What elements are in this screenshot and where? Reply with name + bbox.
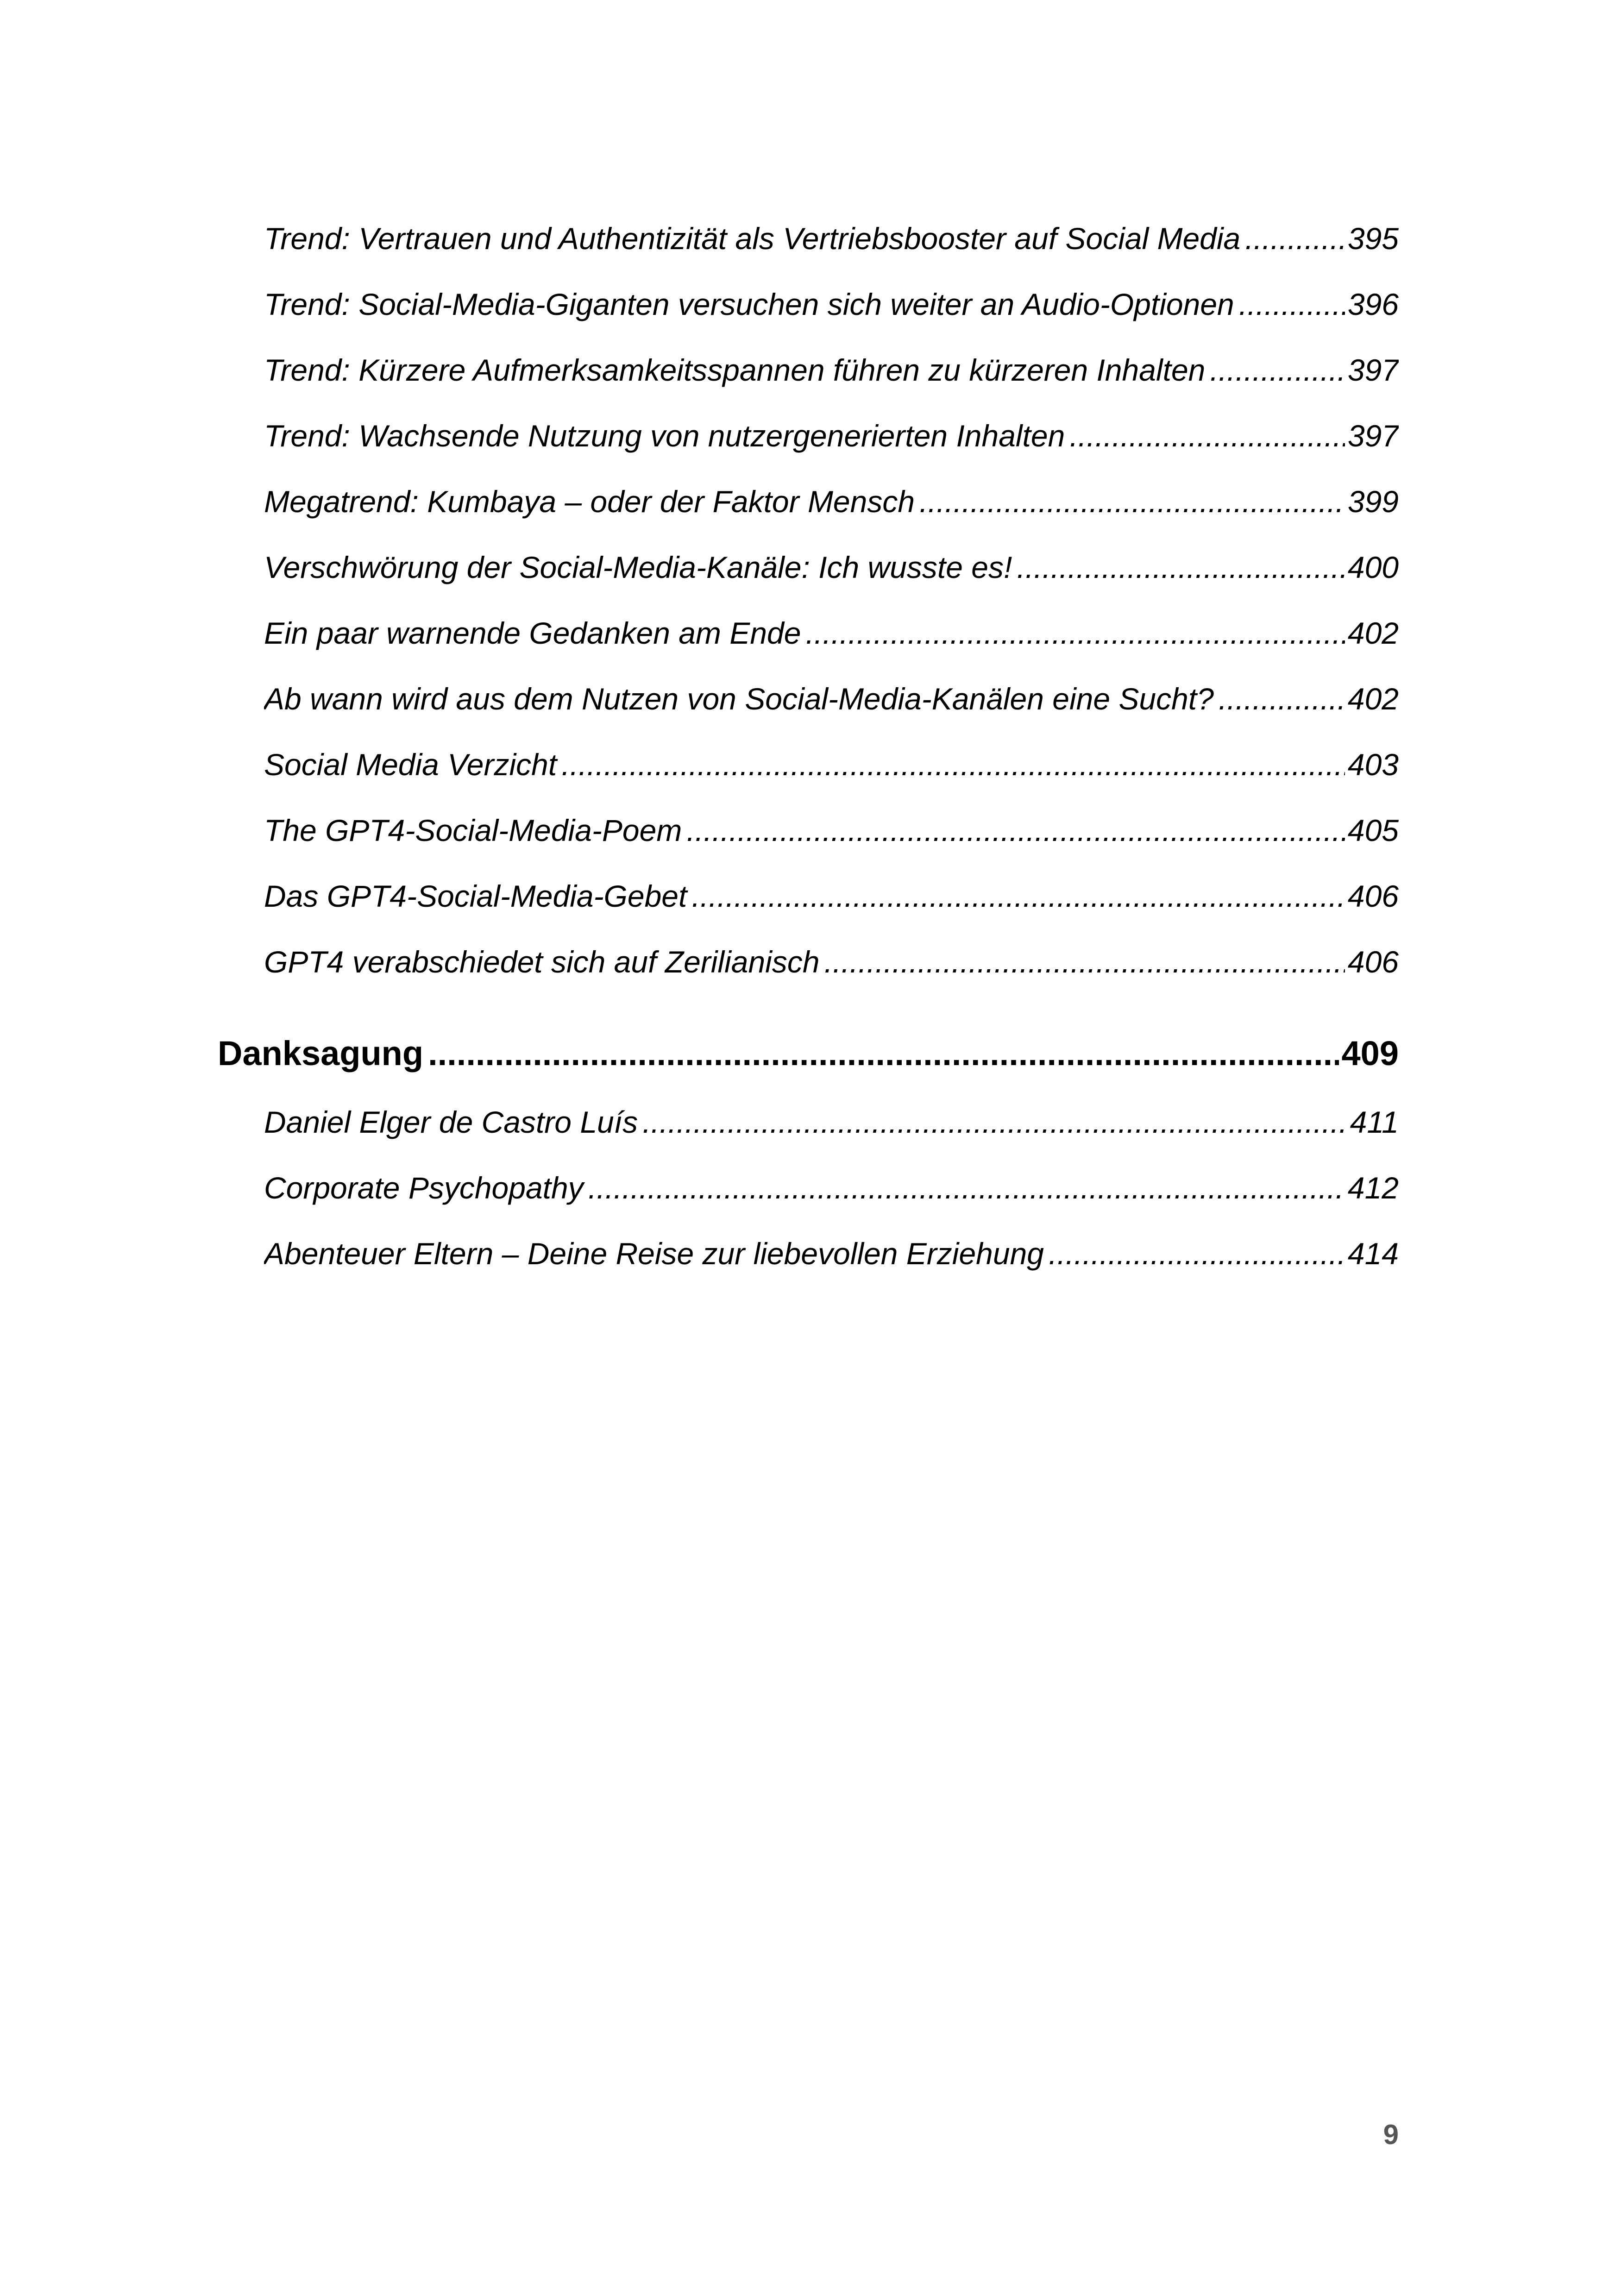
toc-entry-page: 412	[1347, 1171, 1399, 1205]
toc-entry[interactable]	[264, 481, 1399, 522]
toc-entry-title: GPT4 verabschiedet sich auf Zerilianisch	[264, 945, 820, 979]
page-number: 9	[1383, 2119, 1399, 2150]
toc-entry-title: Verschwörung der Social-Media-Kanäle: Ich wusste es!	[264, 550, 1012, 584]
toc-leader	[1245, 218, 1345, 259]
toc-entry-page: 403	[1347, 747, 1399, 782]
toc-chapter-entry[interactable]	[218, 1030, 1399, 1077]
toc-entry-page: 406	[1347, 879, 1399, 913]
toc-entry-title: Social Media Verzicht	[264, 747, 557, 782]
toc-entry[interactable]	[264, 941, 1399, 983]
toc-entry[interactable]	[264, 678, 1399, 720]
toc-leader	[805, 612, 1345, 654]
toc-leader	[588, 1167, 1345, 1209]
toc-entry-page: 406	[1347, 945, 1399, 979]
toc-entry[interactable]	[264, 1101, 1399, 1143]
toc-leader	[428, 1030, 1338, 1077]
toc-entry-title: Abenteuer Eltern – Deine Reise zur liebevollen Erziehung	[264, 1236, 1044, 1271]
toc-entry[interactable]	[264, 1233, 1399, 1274]
toc-entry-title: Corporate Psychopathy	[264, 1171, 584, 1205]
toc-entry-title: Trend: Kürzere Aufmerksamkeitsspannen führen zu kürzeren Inhalten	[264, 353, 1206, 387]
toc-entry-page: 399	[1347, 484, 1399, 519]
toc-entry[interactable]	[264, 875, 1399, 917]
toc-entry-page: 395	[1347, 221, 1399, 256]
toc-chapter-page: 409	[1341, 1034, 1399, 1073]
toc-leader	[1239, 283, 1345, 325]
toc-leader	[561, 744, 1345, 785]
toc-entry-title: Das GPT4-Social-Media-Gebet	[264, 879, 687, 913]
toc-entry-title: Ein paar warnende Gedanken am Ende	[264, 616, 801, 650]
toc-entry[interactable]	[264, 546, 1399, 588]
toc-entry[interactable]	[264, 612, 1399, 654]
toc-entry-title: Daniel Elger de Castro Luís	[264, 1105, 638, 1139]
toc-chapter-title: Danksagung	[218, 1034, 424, 1073]
toc-entry[interactable]	[264, 1167, 1399, 1209]
toc-entry-title: The GPT4-Social-Media-Poem	[264, 813, 682, 847]
toc-entry-page: 411	[1350, 1105, 1399, 1139]
toc-entry[interactable]	[264, 218, 1399, 259]
toc-leader	[1069, 415, 1345, 457]
toc-entry[interactable]	[264, 349, 1399, 391]
toc-entry-page: 402	[1347, 682, 1399, 716]
toc-leader	[1219, 678, 1345, 720]
toc-entry-page: 396	[1347, 287, 1399, 321]
toc-entry-page: 402	[1347, 616, 1399, 650]
toc-leader	[919, 481, 1345, 522]
toc-leader	[1017, 546, 1345, 588]
toc-entry-page: 397	[1347, 419, 1399, 453]
toc-leader	[642, 1101, 1347, 1143]
toc-entry-page: 405	[1347, 813, 1399, 847]
toc-entry-title: Trend: Vertrauen und Authentizität als Vertriebsbooster auf Social Media	[264, 221, 1241, 256]
toc-leader	[686, 809, 1345, 851]
toc-entry[interactable]	[264, 744, 1399, 785]
toc-entry[interactable]	[264, 809, 1399, 851]
toc-entry-title: Ab wann wird aus dem Nutzen von Social-Media-Kanälen eine Sucht?	[264, 682, 1214, 716]
toc-entry-title: Trend: Social-Media-Giganten versuchen sich weiter an Audio-Optionen	[264, 287, 1234, 321]
toc-entry[interactable]	[264, 283, 1399, 325]
toc-leader	[824, 941, 1345, 983]
toc-leader	[1210, 349, 1345, 391]
toc-entry-page: 414	[1347, 1236, 1399, 1271]
toc-leader	[691, 875, 1345, 917]
toc-entry-page: 400	[1347, 550, 1399, 584]
toc-entry-title: Trend: Wachsende Nutzung von nutzergenerierten Inhalten	[264, 419, 1065, 453]
toc-leader	[1049, 1233, 1345, 1274]
toc-entry-title: Megatrend: Kumbaya – oder der Faktor Mensch	[264, 484, 915, 519]
toc-entry[interactable]	[264, 415, 1399, 457]
toc-entry-page: 397	[1347, 353, 1399, 387]
